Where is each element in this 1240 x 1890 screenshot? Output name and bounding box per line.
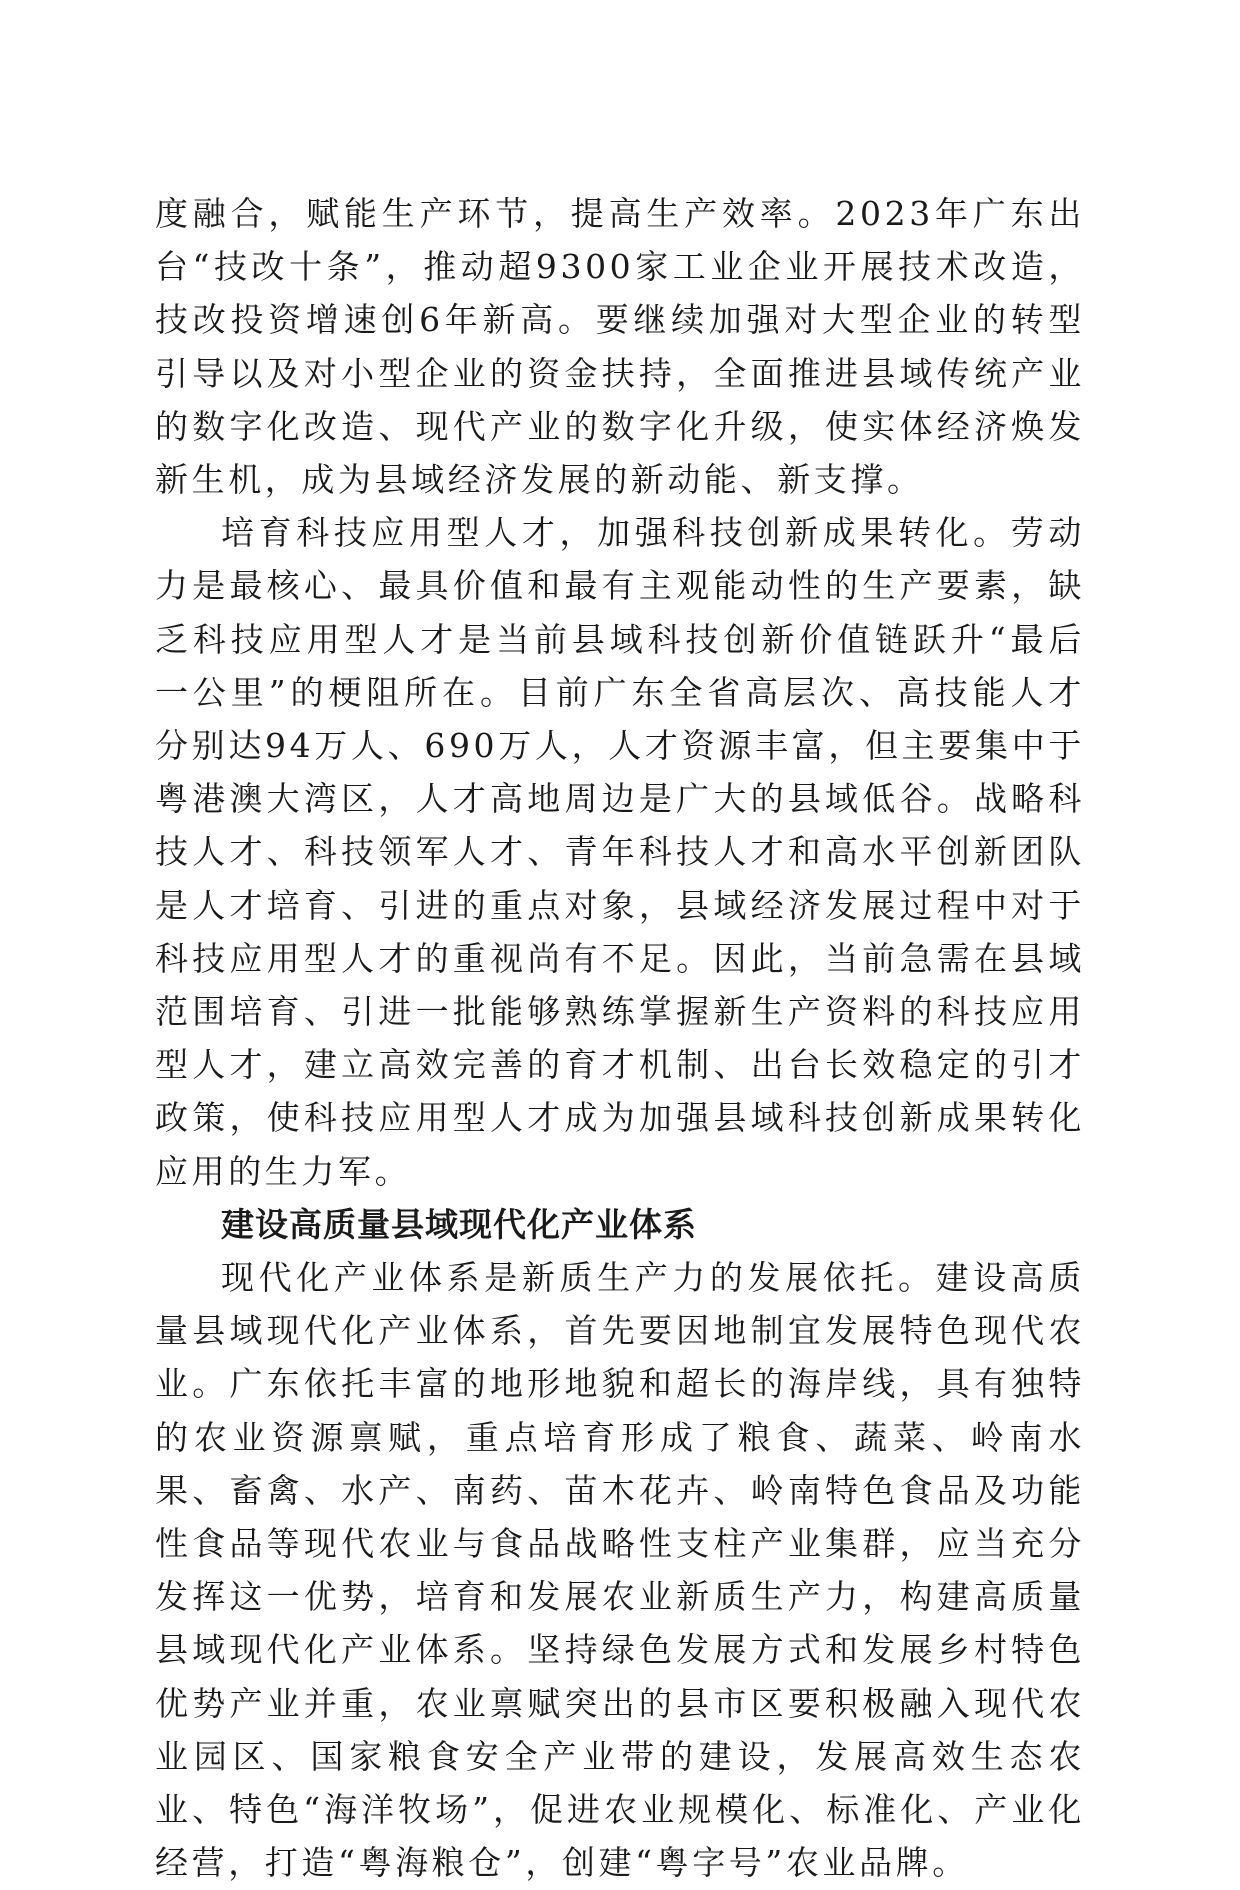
- section-heading: 建设高质量县域现代化产业体系: [221, 1204, 697, 1244]
- body-paragraph-2: 培育科技应用型人才，加强科技创新成果转化。劳动力是最核心、最具价值和最有主观能动性的生产要素，缺乏科技应用型人才是当前县域科技创新价值链跃升“最后一公里”的梗阻所在。目前广东全省高层次、高技能人才分别达94万人、690万人，人才资源丰富，但主要集中于粤港澳大湾区，人才高地周边是广大的县域低谷。战略科技人才、科技领军人才、青年科技人才和高水平创新团队是人才培育、引进的重点对象，县域经济发展过程中对于科技应用型人才的重视尚有不足。因此，当前急需在县域范围培育、引进一批能够熟练掌握新生产资料的科技应用型人才，建立高效完善的育才机制、出台长效稳定的引才政策，使科技应用型人才成为加强县域科技创新成果转化应用的生力军。: [155, 513, 1085, 1191]
- body-paragraph-1: 度融合，赋能生产环节，提高生产效率。2023年广东出台“技改十条”，推动超9300家工业企业开展技术改造，技改投资增速创6年新高。要继续加强对大型企业的转型引导以及对小型企业的资金扶持，全面推进县域传统产业的数字化改造、现代产业的数字化升级，使实体经济焕发新生机，成为县域经济发展的新动能、新支撑。: [155, 194, 1085, 500]
- document-body: [155, 187, 1085, 1890]
- body-paragraph-3: 现代化产业体系是新质生产力的发展依托。建设高质量县域现代化产业体系，首先要因地制宜发展特色现代农业。广东依托丰富的地形地貌和超长的海岸线，具有独特的农业资源禀赋，重点培育形成了粮食、蔬菜、岭南水果、畜禽、水产、南药、苗木花卉、岭南特色食品及功能性食品等现代农业与食品战略性支柱产业集群，应当充分发挥这一优势，培育和发展农业新质生产力，构建高质量县域现代化产业体系。坚持绿色发展方式和发展乡村特色优势产业并重，农业禀赋突出的县市区要积极融入现代农业园区、国家粮食安全产业带的建设，发展高效生态农业、特色“海洋牧场”，促进农业规模化、标准化、产业化经营，打造“粤海粮仓”，创建“粤字号”农业品牌。: [155, 1258, 1085, 1883]
